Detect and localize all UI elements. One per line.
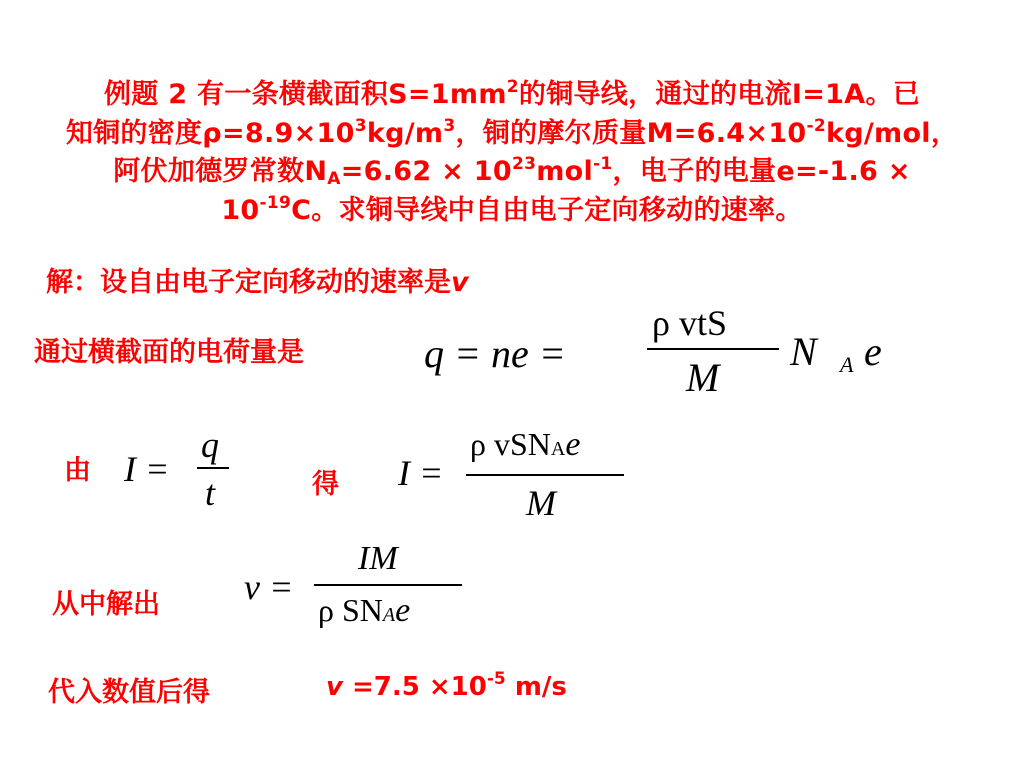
formula-current-def-denominator: t (205, 473, 216, 513)
formula-charge-sub-A: A (840, 352, 854, 377)
problem-line-4: $10^{-19}C$。求铜导线中自由电子定向移动的速率。 (221, 192, 803, 226)
formula-velocity-fraction-bar (314, 584, 462, 586)
from-label: 由 (64, 455, 91, 486)
formula-current-derived-lhs: I = (398, 453, 444, 493)
formula-current-derived-fraction-bar (466, 474, 624, 476)
formula-charge-numerator: ρ vtS (652, 303, 727, 343)
formula-current-def-numerator: q (201, 425, 219, 465)
formula-charge-N: N (790, 329, 817, 374)
solve-label: 从中解出 (52, 589, 160, 620)
substitute-label: 代入数值后得 (48, 677, 210, 708)
formula-current-derived-denominator: M (526, 483, 556, 523)
problem-line-1: 例题 2 有一条横截面积$S=1mm^2$的铜导线，通过的电流I=1A。已 (103, 77, 921, 110)
formula-charge-fraction-bar (647, 348, 779, 350)
problem-line-2: 知铜的密度$\rho=8.9\times 10^3kg/m^3$，铜的摩尔质量$M=6.4\times 10^{-2}kg$/mol， (65, 115, 959, 149)
formula-velocity-lhs: v = (244, 567, 294, 607)
final-answer: $v =7.5 \times 10^{-5}$ m/s (326, 669, 567, 702)
charge-label: 通过横截面的电荷量是 (34, 337, 304, 368)
problem-line-3: 阿伏加德罗常数$N_A=6.62 \times 10^{23}mol^{-1}$，电子的电量e=-1.6 × (113, 154, 911, 189)
problem-statement (14, 76, 1010, 230)
solution-intro: 解：设自由电子定向移动的速率是v (46, 267, 469, 298)
get-label: 得 (312, 469, 339, 500)
formula-velocity-numerator: IM (358, 540, 398, 577)
formula-charge-e: e (864, 329, 882, 374)
formula-current-def-fraction-bar (197, 467, 229, 469)
formula-current-def-lhs: I = (124, 449, 170, 489)
formula-velocity-denominator: ρ SNAe (318, 592, 411, 629)
formula-current-derived-numerator: ρ vSNAe (470, 426, 581, 463)
formula-charge-denominator: M (686, 355, 720, 400)
formula-charge-lhs: q = ne = (424, 331, 566, 376)
